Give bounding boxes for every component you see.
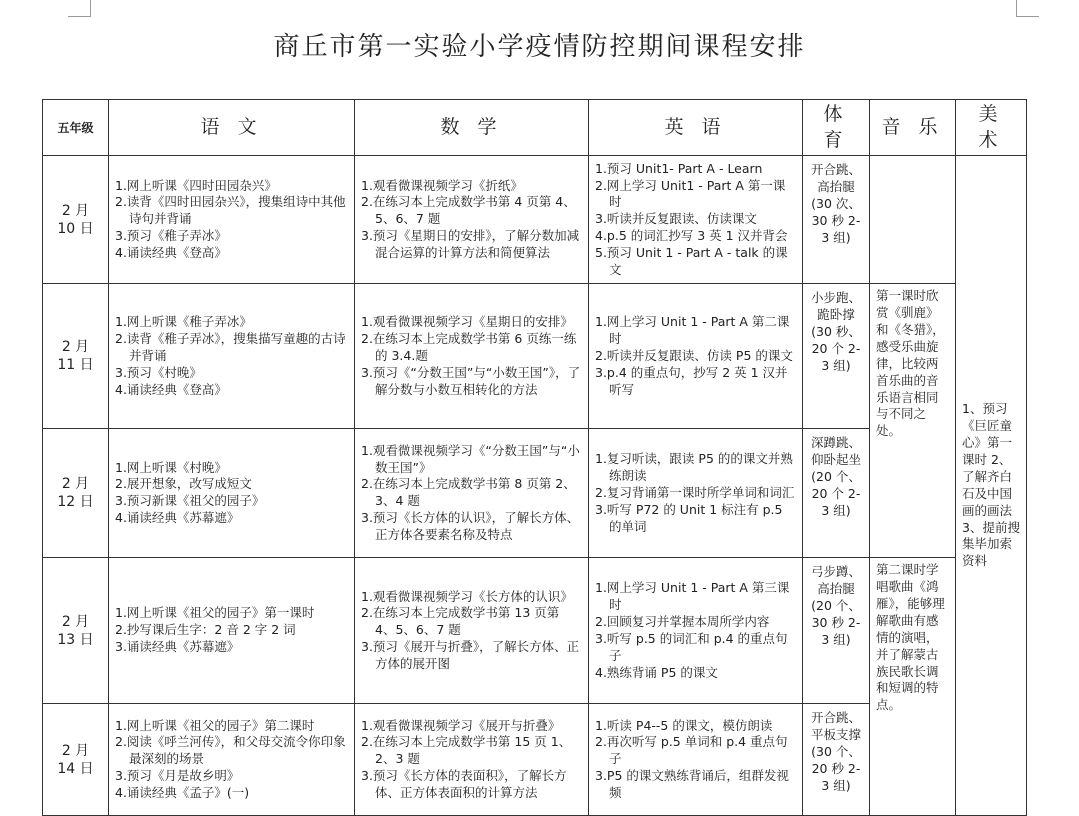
header-pe: 体 育 <box>803 100 870 156</box>
table-row <box>43 558 1027 704</box>
chinese-cell: 1.网上听课《村晚》 2.展开想象，改写成短文 3.预习新课《祖父的园子》 4.诵读经典《苏幕遮》 <box>109 429 355 558</box>
english-cell: 1.网上学习 Unit 1 - Part A 第三课时 2.回顾复习并掌握本周所学内容 3.听写 p.5 的词汇和 p.4 的重点句子 4.熟练背诵 P5 的课文 <box>589 558 803 704</box>
music-cell-empty <box>870 156 956 284</box>
page-corner-mark-left <box>68 0 91 17</box>
art-cell: 1、预习《巨匠童心》第一课时 2、了解齐白石及中国画的画法 3、提前搜集毕加索资料 <box>956 156 1027 816</box>
chinese-cell: 1.网上听课《四时田园杂兴》 2.读背《四时田园杂兴》，搜集组诗中其他诗句并背诵 3.预习《稚子弄冰》 4.诵读经典《登高》 <box>109 156 355 284</box>
pe-cell: 开合跳、高抬腿(30 次、30 秒 2-3 组) <box>803 156 870 284</box>
schedule-table <box>42 99 1027 816</box>
chinese-cell: 1.网上听课《稚子弄冰》 2.读背《稚子弄冰》，搜集描写童趣的古诗并背诵 3.预习《村晚》 4.诵读经典《登高》 <box>109 284 355 429</box>
header-grade: 五年级 <box>43 100 109 156</box>
english-cell: 1.复习听读，跟读 P5 的的课文并熟练朗读 2.复习背诵第一课时所学单词和词汇 3.听写 P72 的 Unit 1 标注有 p.5 的单词 <box>589 429 803 558</box>
header-chinese: 语 文 <box>109 100 355 156</box>
chinese-cell: 1.网上听课《祖父的园子》第二课时 2.阅读《呼兰河传》，和父母交流令你印象最深刻的场景 3.预习《月是故乡明》 4.诵读经典《孟子》(一) <box>109 704 355 816</box>
english-cell: 1.听读 P4--5 的课文，模仿朗读 2.再次听写 p.5 单词和 p.4 重点句子 3.P5 的课文熟练背诵后，组群发视频 <box>589 704 803 816</box>
page-title: 商丘市第一实验小学疫情防控期间课程安排 <box>273 32 806 62</box>
date-cell: 2 月 11 日 <box>43 284 109 429</box>
header-art: 美 术 <box>956 100 1027 156</box>
header-math: 数 学 <box>355 100 589 156</box>
table-row <box>43 284 1027 429</box>
math-cell: 1.观看微课视频学习《折纸》 2.在练习本上完成数学书第 4 页第 4、5、6、7 题 3.预习《星期日的安排》，了解分数加减混合运算的计算方法和简便算法 <box>355 156 589 284</box>
music-cell: 第一课时欣赏《驯鹿》和《冬猎》，感受乐曲旋律，比较两首乐曲的音乐语言相同与不同之处。 <box>870 284 956 558</box>
math-cell: 1.观看微课视频学习《“分数王国”与“小数王国”》 2.在练习本上完成数学书第 8 页第 2、3、4 题 3.预习《长方体的认识》，了解长方体、正方体各要素名称及特点 <box>355 429 589 558</box>
math-cell: 1.观看微课视频学习《展开与折叠》 2.在练习本上完成数学书第 15 页 1、2、3 题 3.预习《长方体的表面积》，了解长方体、正方体表面积的计算方法 <box>355 704 589 816</box>
pe-cell: 开合跳、平板支撑(30 个、20 秒 2-3 组) <box>803 704 870 816</box>
pe-cell: 深蹲跳、仰卧起坐(20 个、20 个 2-3 组) <box>803 429 870 558</box>
date-cell: 2 月 10 日 <box>43 156 109 284</box>
pe-cell: 小步跑、跪卧撑(30 秒、20 个 2-3 组) <box>803 284 870 429</box>
date-cell: 2 月 14 日 <box>43 704 109 816</box>
music-cell: 第二课时学唱歌曲《鸿雁》，能够理解歌曲有感情的演唱，并了解蒙古族民歌长调和短调的特点。 <box>870 558 956 816</box>
chinese-cell: 1.网上听课《祖父的园子》第一课时 2.抄写课后生字：2 音 2 字 2 词 3.诵读经典《苏幕遮》 <box>109 558 355 704</box>
english-cell: 1.预习 Unit1- Part A - Learn 2.网上学习 Unit1 - Part A 第一课时 3.听读并反复跟读、仿读课文 4.p.5 的词汇抄写 3 英 1 汉并背会 5.预习 Unit 1 - Part A - talk 的课文 <box>589 156 803 284</box>
page-corner-mark-right <box>1016 0 1039 17</box>
math-cell: 1.观看微课视频学习《星期日的安排》 2.在练习本上完成数学书第 6 页练一练的 3.4.题 3.预习《“分数王国”与“小数王国”》，了解分数与小数互相转化的方法 <box>355 284 589 429</box>
header-english: 英 语 <box>589 100 803 156</box>
date-cell: 2 月 12 日 <box>43 429 109 558</box>
table-row <box>43 156 1027 284</box>
english-cell: 1.网上学习 Unit 1 - Part A 第二课时 2.听读并反复跟读、仿读 P5 的课文 3.p.4 的重点句，抄写 2 英 1 汉并听写 <box>589 284 803 429</box>
date-cell: 2 月 13 日 <box>43 558 109 704</box>
pe-cell: 弓步蹲、高抬腿(20 个、30 秒 2-3 组) <box>803 558 870 704</box>
math-cell: 1.观看微课视频学习《长方体的认识》 2.在练习本上完成数学书第 13 页第 4、5、6、7 题 3.预习《展开与折叠》，了解长方体、正方体的展开图 <box>355 558 589 704</box>
header-music: 音 乐 <box>870 100 956 156</box>
header-row <box>43 100 1027 156</box>
